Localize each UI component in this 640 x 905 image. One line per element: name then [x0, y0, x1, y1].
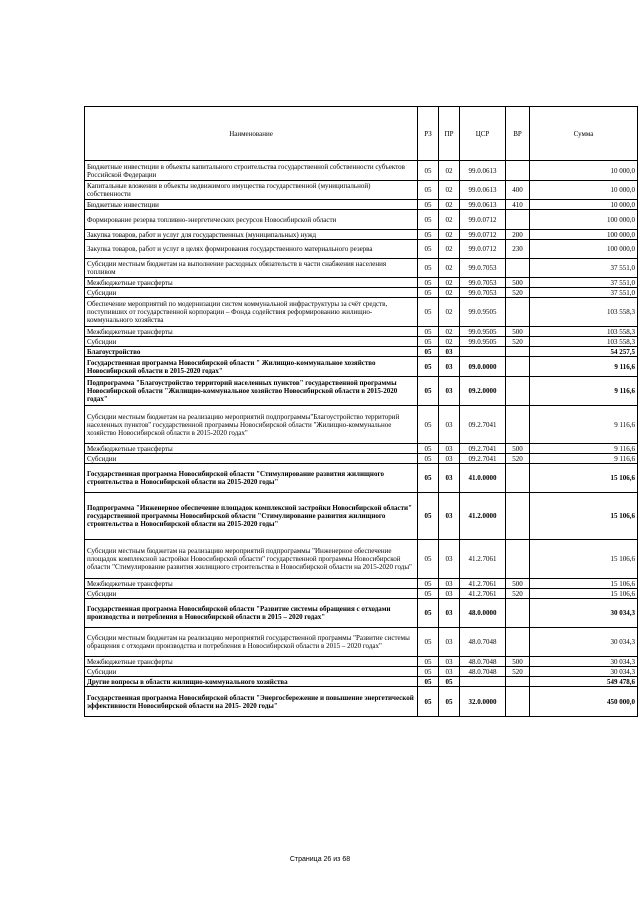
- table-row: [85, 657, 638, 667]
- cell-csr: 48.0.7048: [460, 628, 506, 657]
- cell-csr: 41.0.0000: [460, 464, 506, 493]
- cell-name: Закупка товаров, работ и услуг в целях формирования государственного материального резерва: [85, 240, 418, 259]
- cell-vr: [506, 377, 530, 406]
- cell-vr: 230: [506, 240, 530, 259]
- table-row: [85, 200, 638, 210]
- cell-csr: 32.0.0000: [460, 687, 506, 717]
- cell-sum: 30 034,3: [530, 657, 638, 667]
- cell-rz: 05: [418, 589, 439, 599]
- cell-csr: 99.0.7053: [460, 259, 506, 278]
- cell-name: Подпрограмма "Инженерное обеспечение площадок комплексной застройки Новосибирской области" государственной программы Новосибирской области "Стимулирование развития жилищного строительства в Новосибирской области на 2015-2020 годы": [85, 493, 418, 540]
- cell-rz: 05: [418, 347, 439, 357]
- table-row: [85, 288, 638, 298]
- cell-sum: 30 034,3: [530, 599, 638, 628]
- cell-name: Межбюджетные трансферты: [85, 444, 418, 454]
- cell-sum: 549 478,6: [530, 677, 638, 687]
- cell-rz: 05: [418, 327, 439, 337]
- cell-rz: 05: [418, 210, 439, 230]
- cell-vr: 500: [506, 327, 530, 337]
- cell-name: Межбюджетные трансферты: [85, 327, 418, 337]
- cell-vr: [506, 677, 530, 687]
- table-row: [85, 444, 638, 454]
- cell-csr: 09.0.0000: [460, 357, 506, 377]
- cell-name: Бюджетные инвестиции: [85, 200, 418, 210]
- cell-rz: 05: [418, 579, 439, 589]
- cell-csr: 99.0.0712: [460, 240, 506, 259]
- cell-rz: 05: [418, 357, 439, 377]
- cell-rz: 05: [418, 454, 439, 464]
- cell-pr: 03: [439, 667, 460, 677]
- cell-name: Бюджетные инвестиции в объекты капитального строительства государственной собственности субъектов Российской Федерации: [85, 161, 418, 181]
- table-row: [85, 589, 638, 599]
- cell-pr: 02: [439, 210, 460, 230]
- cell-name: Подпрограмма "Благоустройство территорий населенных пунктов" государственной программы Новосибирской области "Жилищно-коммунальное хозяйство Новосибирской области в 2015-2020 годах": [85, 377, 418, 406]
- cell-name: Субсидии местным бюджетам на реализацию мероприятий подпрограммы "Инженерное обеспечение площадок комплексной застройки Новосибирской области" государственной программы Новосибирской области "Стимулирование развития жилищного строительства в Новосибирской области на 2015-2020 годы": [85, 540, 418, 579]
- cell-rz: 05: [418, 657, 439, 667]
- cell-sum: 103 558,3: [530, 337, 638, 347]
- table-row: [85, 337, 638, 347]
- cell-pr: 03: [439, 406, 460, 444]
- cell-csr: 09.2.0000: [460, 377, 506, 406]
- cell-vr: 410: [506, 200, 530, 210]
- cell-csr: 09.2.7041: [460, 454, 506, 464]
- cell-sum: 100 000,0: [530, 230, 638, 240]
- cell-sum: 15 106,6: [530, 493, 638, 540]
- cell-pr: 03: [439, 628, 460, 657]
- cell-csr: 99.0.7053: [460, 288, 506, 298]
- cell-sum: 15 106,6: [530, 589, 638, 599]
- cell-rz: 05: [418, 687, 439, 717]
- header-vr: ВР: [506, 107, 530, 161]
- cell-pr: 02: [439, 278, 460, 288]
- cell-sum: 9 116,6: [530, 357, 638, 377]
- cell-vr: [506, 357, 530, 377]
- cell-csr: [460, 347, 506, 357]
- cell-name: Субсидии: [85, 667, 418, 677]
- cell-name: Межбюджетные трансферты: [85, 579, 418, 589]
- cell-name: Межбюджетные трансферты: [85, 278, 418, 288]
- cell-csr: 99.0.9505: [460, 337, 506, 347]
- cell-csr: 99.0.0712: [460, 230, 506, 240]
- header-sum: Сумма: [530, 107, 638, 161]
- cell-pr: 02: [439, 337, 460, 347]
- cell-rz: 05: [418, 230, 439, 240]
- cell-vr: [506, 406, 530, 444]
- cell-pr: 02: [439, 240, 460, 259]
- table-row: [85, 677, 638, 687]
- cell-csr: 99.0.0613: [460, 181, 506, 200]
- cell-vr: 520: [506, 667, 530, 677]
- cell-pr: 03: [439, 357, 460, 377]
- table-row: [85, 357, 638, 377]
- cell-name: Субсидии: [85, 589, 418, 599]
- cell-rz: 05: [418, 377, 439, 406]
- cell-rz: 05: [418, 161, 439, 181]
- cell-csr: 41.2.0000: [460, 493, 506, 540]
- table-row: [85, 240, 638, 259]
- cell-sum: 30 034,3: [530, 667, 638, 677]
- cell-pr: 05: [439, 677, 460, 687]
- cell-pr: 03: [439, 444, 460, 454]
- cell-csr: 48.0.0000: [460, 599, 506, 628]
- cell-pr: 03: [439, 599, 460, 628]
- table-body: [85, 161, 638, 717]
- table-row: [85, 347, 638, 357]
- cell-pr: 03: [439, 454, 460, 464]
- cell-pr: 02: [439, 161, 460, 181]
- cell-name: Обеспечение мероприятий по модернизации систем коммунальной инфраструктуры за счёт средств, поступивших от государственной корпорации – Фонда содействия реформированию жилищно-коммунального хозяйства: [85, 298, 418, 327]
- cell-vr: 520: [506, 288, 530, 298]
- cell-vr: [506, 210, 530, 230]
- cell-pr: 02: [439, 181, 460, 200]
- table-row: [85, 161, 638, 181]
- table-row: [85, 278, 638, 288]
- cell-vr: [506, 298, 530, 327]
- cell-sum: 100 000,0: [530, 240, 638, 259]
- cell-csr: 41.2.7061: [460, 589, 506, 599]
- table-row: [85, 599, 638, 628]
- cell-sum: 9 116,6: [530, 377, 638, 406]
- cell-sum: 37 551,0: [530, 288, 638, 298]
- table-row: [85, 230, 638, 240]
- cell-rz: 05: [418, 540, 439, 579]
- cell-sum: 450 000,0: [530, 687, 638, 717]
- cell-csr: 99.0.0712: [460, 210, 506, 230]
- cell-vr: [506, 540, 530, 579]
- cell-name: Субсидии местным бюджетам на выполнение расходных обязательств в части снабжения населения топливом: [85, 259, 418, 278]
- table-row: [85, 181, 638, 200]
- cell-pr: 03: [439, 377, 460, 406]
- cell-vr: [506, 259, 530, 278]
- cell-sum: 10 000,0: [530, 181, 638, 200]
- cell-rz: 05: [418, 288, 439, 298]
- cell-rz: 05: [418, 464, 439, 493]
- cell-pr: 03: [439, 540, 460, 579]
- cell-pr: 02: [439, 288, 460, 298]
- cell-rz: 05: [418, 298, 439, 327]
- cell-name: Благоустройство: [85, 347, 418, 357]
- cell-pr: 02: [439, 327, 460, 337]
- cell-vr: 500: [506, 657, 530, 667]
- cell-pr: 03: [439, 493, 460, 540]
- cell-pr: 03: [439, 657, 460, 667]
- table-header-row: [85, 107, 638, 161]
- cell-pr: 03: [439, 579, 460, 589]
- cell-csr: 99.0.0613: [460, 161, 506, 181]
- cell-name: Формирование резерва топливно-энергетических ресурсов Новосибирской области: [85, 210, 418, 230]
- cell-sum: 30 034,3: [530, 628, 638, 657]
- cell-name: Закупка товаров, работ и услуг для государственных (муниципальных) нужд: [85, 230, 418, 240]
- cell-vr: [506, 493, 530, 540]
- cell-pr: 05: [439, 687, 460, 717]
- cell-sum: 103 558,3: [530, 298, 638, 327]
- cell-vr: 520: [506, 589, 530, 599]
- cell-pr: 02: [439, 298, 460, 327]
- cell-sum: 10 000,0: [530, 200, 638, 210]
- cell-sum: 15 106,6: [530, 540, 638, 579]
- cell-rz: 05: [418, 200, 439, 210]
- cell-rz: 05: [418, 259, 439, 278]
- cell-name: Субсидии: [85, 337, 418, 347]
- table-row: [85, 540, 638, 579]
- cell-rz: 05: [418, 667, 439, 677]
- cell-pr: 03: [439, 589, 460, 599]
- cell-vr: [506, 347, 530, 357]
- cell-vr: 400: [506, 181, 530, 200]
- table-row: [85, 464, 638, 493]
- cell-sum: 100 000,0: [530, 210, 638, 230]
- cell-csr: 48.0.7048: [460, 657, 506, 667]
- cell-rz: 05: [418, 444, 439, 454]
- cell-name: Субсидии местным бюджетам на реализацию мероприятий подпрограммы"Благоустройство территорий населенных пунктов" государственной программы Новосибирской области "Жилищно-коммунальное хозяйство Новосибирской области в 2015-2020 годах": [85, 406, 418, 444]
- budget-table: [84, 106, 638, 717]
- table-row: [85, 210, 638, 230]
- cell-name: Субсидии: [85, 288, 418, 298]
- header-pr: ПР: [439, 107, 460, 161]
- cell-vr: 500: [506, 444, 530, 454]
- cell-pr: 02: [439, 259, 460, 278]
- cell-name: Капитальные вложения в объекты недвижимого имущества государственной (муниципальной) собственности: [85, 181, 418, 200]
- cell-sum: 37 551,0: [530, 278, 638, 288]
- cell-csr: 09.2.7041: [460, 444, 506, 454]
- table-row: [85, 579, 638, 589]
- table-row: [85, 298, 638, 327]
- cell-csr: 41.2.7061: [460, 540, 506, 579]
- cell-rz: 05: [418, 599, 439, 628]
- cell-rz: 05: [418, 628, 439, 657]
- cell-csr: [460, 677, 506, 687]
- cell-sum: 9 116,6: [530, 406, 638, 444]
- cell-name: Государственная программа Новосибирской области "Энергосбережение и повышение энергетической эффективности Новосибирской области на 2015- 2020 годы": [85, 687, 418, 717]
- cell-name: Государственная программа Новосибирской области "Развитие системы обращения с отходами производства и потребления в Новосибирской области в 2015 – 2020 годах": [85, 599, 418, 628]
- table-row: [85, 687, 638, 717]
- cell-rz: 05: [418, 677, 439, 687]
- cell-vr: [506, 464, 530, 493]
- cell-sum: 10 000,0: [530, 161, 638, 181]
- cell-sum: 37 551,0: [530, 259, 638, 278]
- table-row: [85, 377, 638, 406]
- cell-csr: 99.0.7053: [460, 278, 506, 288]
- cell-rz: 05: [418, 278, 439, 288]
- cell-vr: 200: [506, 230, 530, 240]
- cell-rz: 05: [418, 337, 439, 347]
- cell-vr: 520: [506, 454, 530, 464]
- cell-sum: 15 106,6: [530, 579, 638, 589]
- cell-sum: 9 116,6: [530, 454, 638, 464]
- table-row: [85, 406, 638, 444]
- cell-rz: 05: [418, 493, 439, 540]
- cell-vr: [506, 628, 530, 657]
- cell-vr: 520: [506, 337, 530, 347]
- cell-csr: 41.2.7061: [460, 579, 506, 589]
- cell-name: Субсидии местным бюджетам на реализацию мероприятий государственной программы "Развитие системы обращения с отходами производства и потребления в Новосибирской области в 2015 – 2020 годах": [85, 628, 418, 657]
- cell-pr: 02: [439, 200, 460, 210]
- cell-vr: [506, 687, 530, 717]
- cell-name: Государственная программа Новосибирской области "Стимулирование развития жилищного строительства в Новосибирской области на 2015-2020 годы": [85, 464, 418, 493]
- table-row: [85, 667, 638, 677]
- cell-vr: 500: [506, 579, 530, 589]
- table-row: [85, 493, 638, 540]
- cell-pr: 03: [439, 347, 460, 357]
- cell-sum: 54 257,5: [530, 347, 638, 357]
- cell-rz: 05: [418, 240, 439, 259]
- cell-sum: 15 106,6: [530, 464, 638, 493]
- cell-sum: 9 116,6: [530, 444, 638, 454]
- cell-pr: 02: [439, 230, 460, 240]
- header-csr: ЦСР: [460, 107, 506, 161]
- cell-vr: 500: [506, 278, 530, 288]
- cell-sum: 103 558,3: [530, 327, 638, 337]
- cell-csr: 99.0.9505: [460, 327, 506, 337]
- cell-csr: 99.0.0613: [460, 200, 506, 210]
- header-rz: РЗ: [418, 107, 439, 161]
- cell-pr: 03: [439, 464, 460, 493]
- cell-name: Межбюджетные трансферты: [85, 657, 418, 667]
- table-row: [85, 628, 638, 657]
- table-row: [85, 259, 638, 278]
- page-number: Страница 26 из 68: [289, 856, 351, 863]
- cell-name: Субсидии: [85, 454, 418, 464]
- cell-rz: 05: [418, 406, 439, 444]
- cell-vr: [506, 599, 530, 628]
- table-row: [85, 327, 638, 337]
- cell-csr: 48.0.7048: [460, 667, 506, 677]
- table-row: [85, 454, 638, 464]
- cell-rz: 05: [418, 181, 439, 200]
- cell-csr: 99.0.9505: [460, 298, 506, 327]
- cell-name: Другие вопросы в области жилищно-коммунального хозяйства: [85, 677, 418, 687]
- header-name: Наименование: [85, 107, 418, 161]
- cell-name: Государственная программа Новосибирской области " Жилищно-коммунальное хозяйство Новосибирской области в 2015-2020 годах": [85, 357, 418, 377]
- cell-vr: [506, 161, 530, 181]
- cell-csr: 09.2.7041: [460, 406, 506, 444]
